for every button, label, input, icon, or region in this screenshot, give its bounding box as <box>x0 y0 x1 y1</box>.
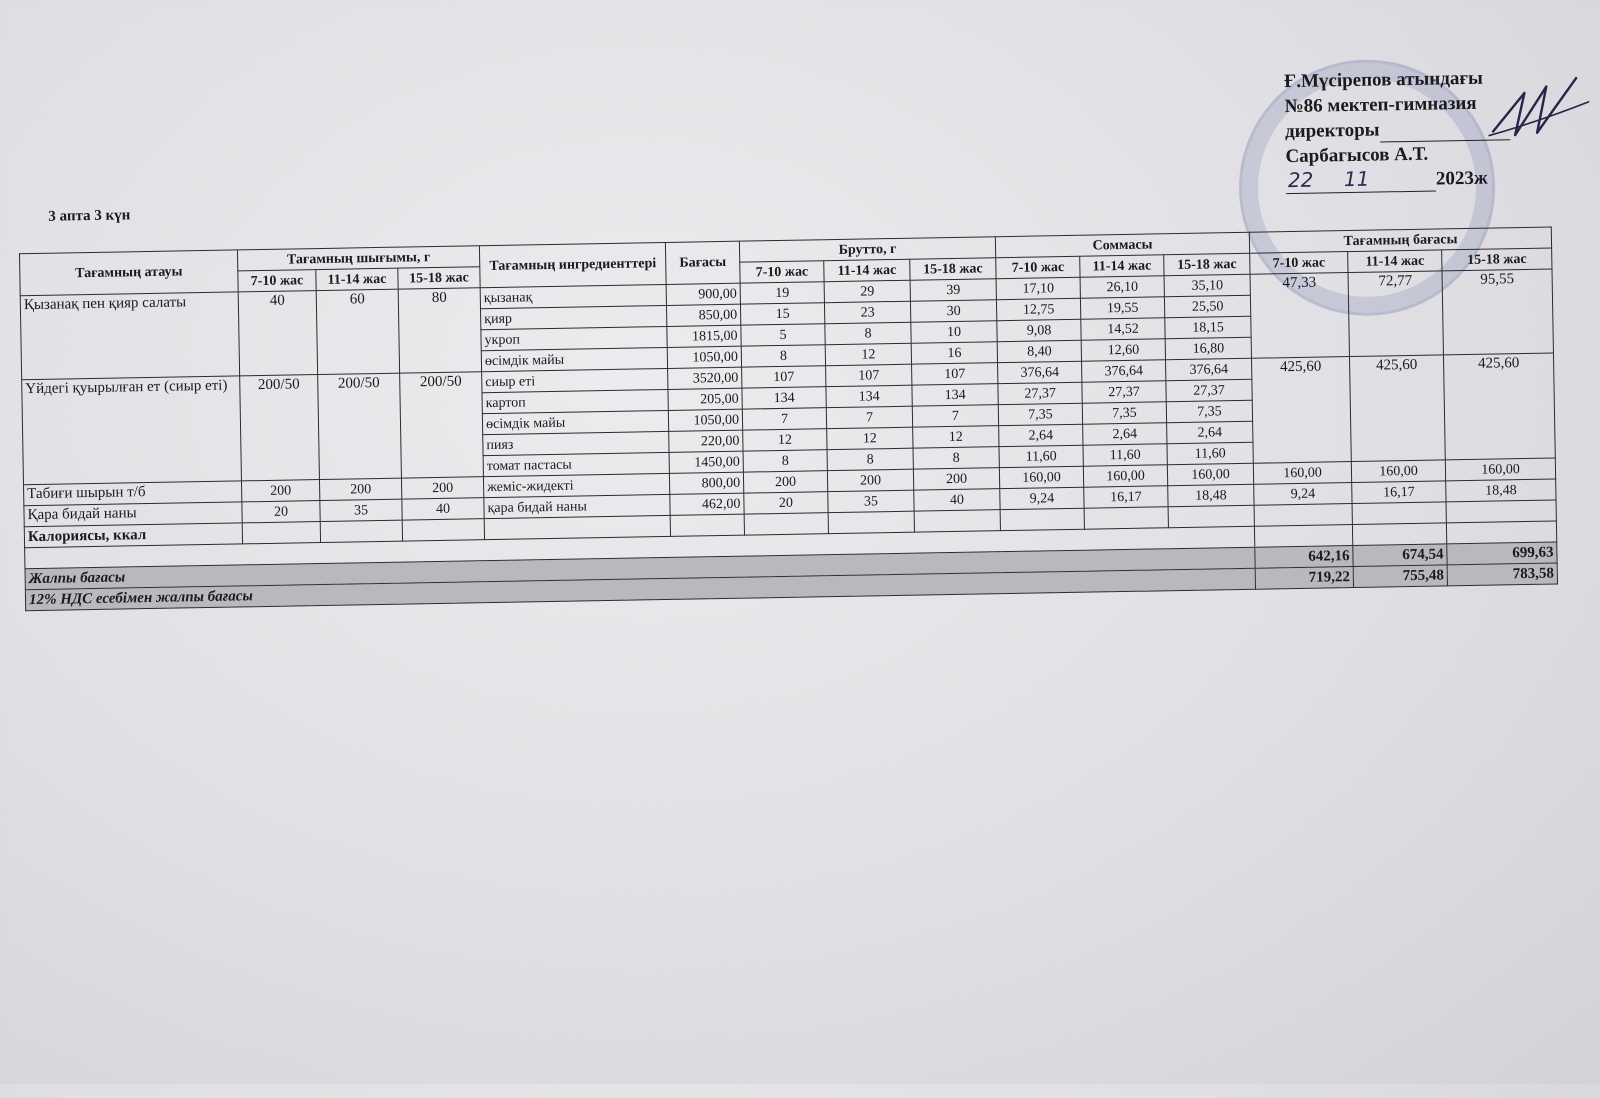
dish-price: 425,60 <box>1444 353 1556 460</box>
dish-yield: 20 <box>242 501 320 523</box>
header-age: 15-18 жас <box>1164 253 1250 275</box>
dish-yield: 200 <box>241 480 319 502</box>
ingredient-brutto: 12 <box>743 429 827 451</box>
dish-yield: 60 <box>316 289 399 374</box>
ingredient-sum: 12,75 <box>996 298 1080 320</box>
ingredient-brutto: 8 <box>913 447 999 469</box>
menu-table <box>19 227 1558 612</box>
ingredient-brutto: 8 <box>827 448 913 470</box>
ingredient-price: 850,00 <box>667 304 741 326</box>
ingredient-price: 800,00 <box>669 472 743 494</box>
header-age: 15-18 жас <box>1442 248 1552 271</box>
dish-yield: 200/50 <box>318 373 402 479</box>
header-age: 7-10 жас <box>238 270 316 292</box>
ingredient-sum: 8,40 <box>997 340 1081 362</box>
ingredient-sum: 12,60 <box>1081 339 1165 361</box>
ingredient-sum: 11,60 <box>1167 442 1253 464</box>
date-day: 22 <box>1287 167 1314 193</box>
ingredient-name: өсімдік майы <box>481 347 667 371</box>
ingredient-brutto: 35 <box>828 490 914 512</box>
approval-school-number: №86 мектеп-гимназия <box>1284 92 1477 118</box>
header-age: 15-18 жас <box>398 267 480 289</box>
ingredient-sum: 17,10 <box>996 277 1080 299</box>
ingredient-sum: 27,37 <box>1082 381 1166 403</box>
ingredient-brutto: 20 <box>744 492 828 514</box>
header-dish-price: Тағамның бағасы <box>1249 227 1551 253</box>
ingredient-price: 1050,00 <box>667 346 741 368</box>
header-yield: Тағамның шығымы, г <box>237 246 479 271</box>
ingredient-sum: 18,48 <box>1168 484 1254 506</box>
ingredient-sum: 14,52 <box>1081 318 1165 340</box>
dish-yield: 40 <box>238 291 317 376</box>
dish-yield: 40 <box>402 498 484 520</box>
ingredient-name: қызанақ <box>480 284 666 308</box>
ingredient-sum: 27,37 <box>1166 379 1252 401</box>
ingredient-name: укроп <box>481 326 667 350</box>
menu-body <box>20 269 1556 527</box>
director-signature <box>1484 72 1595 154</box>
header-price: Бағасы <box>665 241 740 284</box>
ingredient-sum: 35,10 <box>1164 274 1250 296</box>
dish-yield: 35 <box>320 499 402 521</box>
ingredient-brutto: 15 <box>741 303 825 325</box>
ingredient-brutto: 7 <box>826 406 912 428</box>
vat-total-value: 755,48 <box>1353 565 1447 588</box>
ingredient-price: 205,00 <box>668 388 742 410</box>
ingredient-name: жеміс-жидекті <box>483 473 669 497</box>
dish-price: 425,60 <box>1252 357 1352 464</box>
ingredient-brutto: 12 <box>825 343 911 365</box>
header-age: 11-14 жас <box>316 268 398 290</box>
week-day-label: 3 апта 3 күн <box>48 207 131 225</box>
header-amount: Соммасы <box>995 232 1249 257</box>
dish-price: 18,48 <box>1446 479 1556 502</box>
vat-total-label: 12% НДС есебімен жалпы бағасы <box>25 568 1255 610</box>
header-age: 15-18 жас <box>910 258 996 280</box>
dish-yield: 80 <box>398 288 481 373</box>
ingredient-brutto: 40 <box>914 489 1000 511</box>
vat-total-value: 783,58 <box>1447 563 1557 586</box>
dish-price: 47,33 <box>1250 273 1349 359</box>
ingredient-brutto: 19 <box>740 282 824 304</box>
header-age: 11-14 жас <box>1080 255 1164 277</box>
ingredient-brutto: 107 <box>742 366 826 388</box>
total-value: 642,16 <box>1255 546 1353 569</box>
ingredient-name: пияз <box>483 431 669 455</box>
ingredient-sum: 16,80 <box>1165 337 1251 359</box>
ingredient-name: сиыр еті <box>482 368 668 392</box>
ingredient-name: картоп <box>482 389 668 413</box>
header-age: 7-10 жас <box>1250 252 1348 275</box>
header-age: 7-10 жас <box>740 261 824 283</box>
ingredient-price: 3520,00 <box>668 367 742 389</box>
total-label: Жалпы бағасы <box>25 547 1255 589</box>
ingredient-name: томат пастасы <box>483 452 669 476</box>
ingredient-sum: 160,00 <box>999 466 1083 488</box>
ingredient-brutto: 107 <box>826 364 912 386</box>
ingredient-brutto: 200 <box>827 469 913 491</box>
ingredient-sum: 26,10 <box>1080 276 1164 298</box>
header-dish-name: Тағамның атауы <box>19 250 238 296</box>
ingredient-brutto: 200 <box>913 468 999 490</box>
dish-price: 9,24 <box>1254 483 1352 506</box>
total-value: 699,63 <box>1447 542 1557 565</box>
total-value: 674,54 <box>1353 544 1447 567</box>
dish-name: Қара бидай наны <box>24 502 242 527</box>
ingredient-name: қияр <box>481 305 667 329</box>
ingredient-sum: 16,17 <box>1084 486 1168 508</box>
ingredient-brutto: 12 <box>913 426 999 448</box>
dish-price: 72,77 <box>1348 271 1443 357</box>
ingredient-price: 1450,00 <box>669 451 743 473</box>
ingredient-sum: 160,00 <box>1083 465 1167 487</box>
ingredient-sum: 2,64 <box>1083 423 1167 445</box>
ingredient-brutto: 134 <box>742 387 826 409</box>
vat-total-value: 719,22 <box>1255 567 1353 590</box>
ingredient-sum: 376,64 <box>998 361 1082 383</box>
approval-school-name: Ғ.Мүсірепов атындағы <box>1283 67 1483 93</box>
ingredient-price: 1050,00 <box>668 409 742 431</box>
header-brutto: Брутто, г <box>739 237 995 262</box>
header-age: 11-14 жас <box>824 259 910 281</box>
ingredient-name: өсімдік майы <box>482 410 668 434</box>
ingredient-brutto: 8 <box>825 322 911 344</box>
dish-price: 95,55 <box>1442 269 1553 355</box>
ingredient-sum: 7,35 <box>1082 402 1166 424</box>
ingredient-brutto: 8 <box>741 345 825 367</box>
approval-director-name: Сарбагысов А.Т. <box>1285 143 1429 168</box>
dish-price: 160,00 <box>1445 458 1555 481</box>
ingredient-price: 1815,00 <box>667 325 741 347</box>
ingredient-sum: 7,35 <box>1166 400 1252 422</box>
ingredient-brutto: 29 <box>824 280 910 302</box>
dish-price: 425,60 <box>1350 355 1446 462</box>
ingredient-brutto: 23 <box>824 301 910 323</box>
dish-yield: 200/50 <box>240 375 320 481</box>
date-year: 2023ж <box>1435 167 1488 190</box>
ingredient-sum: 9,24 <box>1000 487 1084 509</box>
ingredient-sum: 160,00 <box>1167 463 1253 485</box>
ingredient-brutto: 107 <box>912 363 998 385</box>
ingredient-sum: 25,50 <box>1164 295 1250 317</box>
ingredient-sum: 18,15 <box>1165 316 1251 338</box>
ingredient-brutto: 10 <box>911 321 997 343</box>
dish-yield: 200 <box>319 478 401 500</box>
ingredient-price: 900,00 <box>666 283 740 305</box>
ingredient-brutto: 134 <box>826 385 912 407</box>
ingredient-brutto: 39 <box>910 279 996 301</box>
date-month: 11 <box>1343 166 1370 192</box>
ingredient-price: 462,00 <box>670 493 744 515</box>
dish-name: Қызанақ пен қияр салаты <box>20 292 239 380</box>
header-age: 7-10 жас <box>996 256 1080 278</box>
ingredient-sum: 11,60 <box>999 445 1083 467</box>
ingredient-sum: 11,60 <box>1083 444 1167 466</box>
dish-name: Табиғи шырын т/б <box>24 481 242 506</box>
header-ingredients: Тағамның ингредиенттері <box>479 242 666 287</box>
ingredient-brutto: 5 <box>741 324 825 346</box>
dish-price: 16,17 <box>1352 481 1446 504</box>
ingredient-brutto: 7 <box>912 405 998 427</box>
ingredient-name: қара бидай наны <box>484 494 670 518</box>
approval-position: директоры <box>1285 114 1575 144</box>
dish-price: 160,00 <box>1351 460 1445 483</box>
ingredient-sum: 376,64 <box>1082 360 1166 382</box>
calories-label: Калориясы, ккал <box>24 523 242 548</box>
ingredient-brutto: 7 <box>742 408 826 430</box>
ingredient-brutto: 12 <box>827 427 913 449</box>
ingredient-sum: 7,35 <box>998 403 1082 425</box>
ingredient-brutto: 134 <box>912 384 998 406</box>
dish-name: Үйдегі қуырылған ет (сиыр еті) <box>22 376 242 485</box>
ingredient-brutto: 16 <box>911 342 997 364</box>
dish-yield: 200/50 <box>400 372 484 478</box>
ingredient-sum: 9,08 <box>997 319 1081 341</box>
ingredient-brutto: 30 <box>910 300 996 322</box>
dish-price: 160,00 <box>1253 462 1351 485</box>
ingredient-sum: 27,37 <box>998 382 1082 404</box>
ingredient-sum: 376,64 <box>1166 358 1252 380</box>
dish-yield: 200 <box>401 477 483 499</box>
ingredient-sum: 19,55 <box>1080 297 1164 319</box>
ingredient-price: 220,00 <box>669 430 743 452</box>
ingredient-brutto: 200 <box>743 471 827 493</box>
ingredient-sum: 2,64 <box>999 424 1083 446</box>
ingredient-sum: 2,64 <box>1167 421 1253 443</box>
approval-date <box>1286 164 1576 194</box>
header-age: 11-14 жас <box>1348 250 1442 273</box>
ingredient-brutto: 8 <box>743 450 827 472</box>
